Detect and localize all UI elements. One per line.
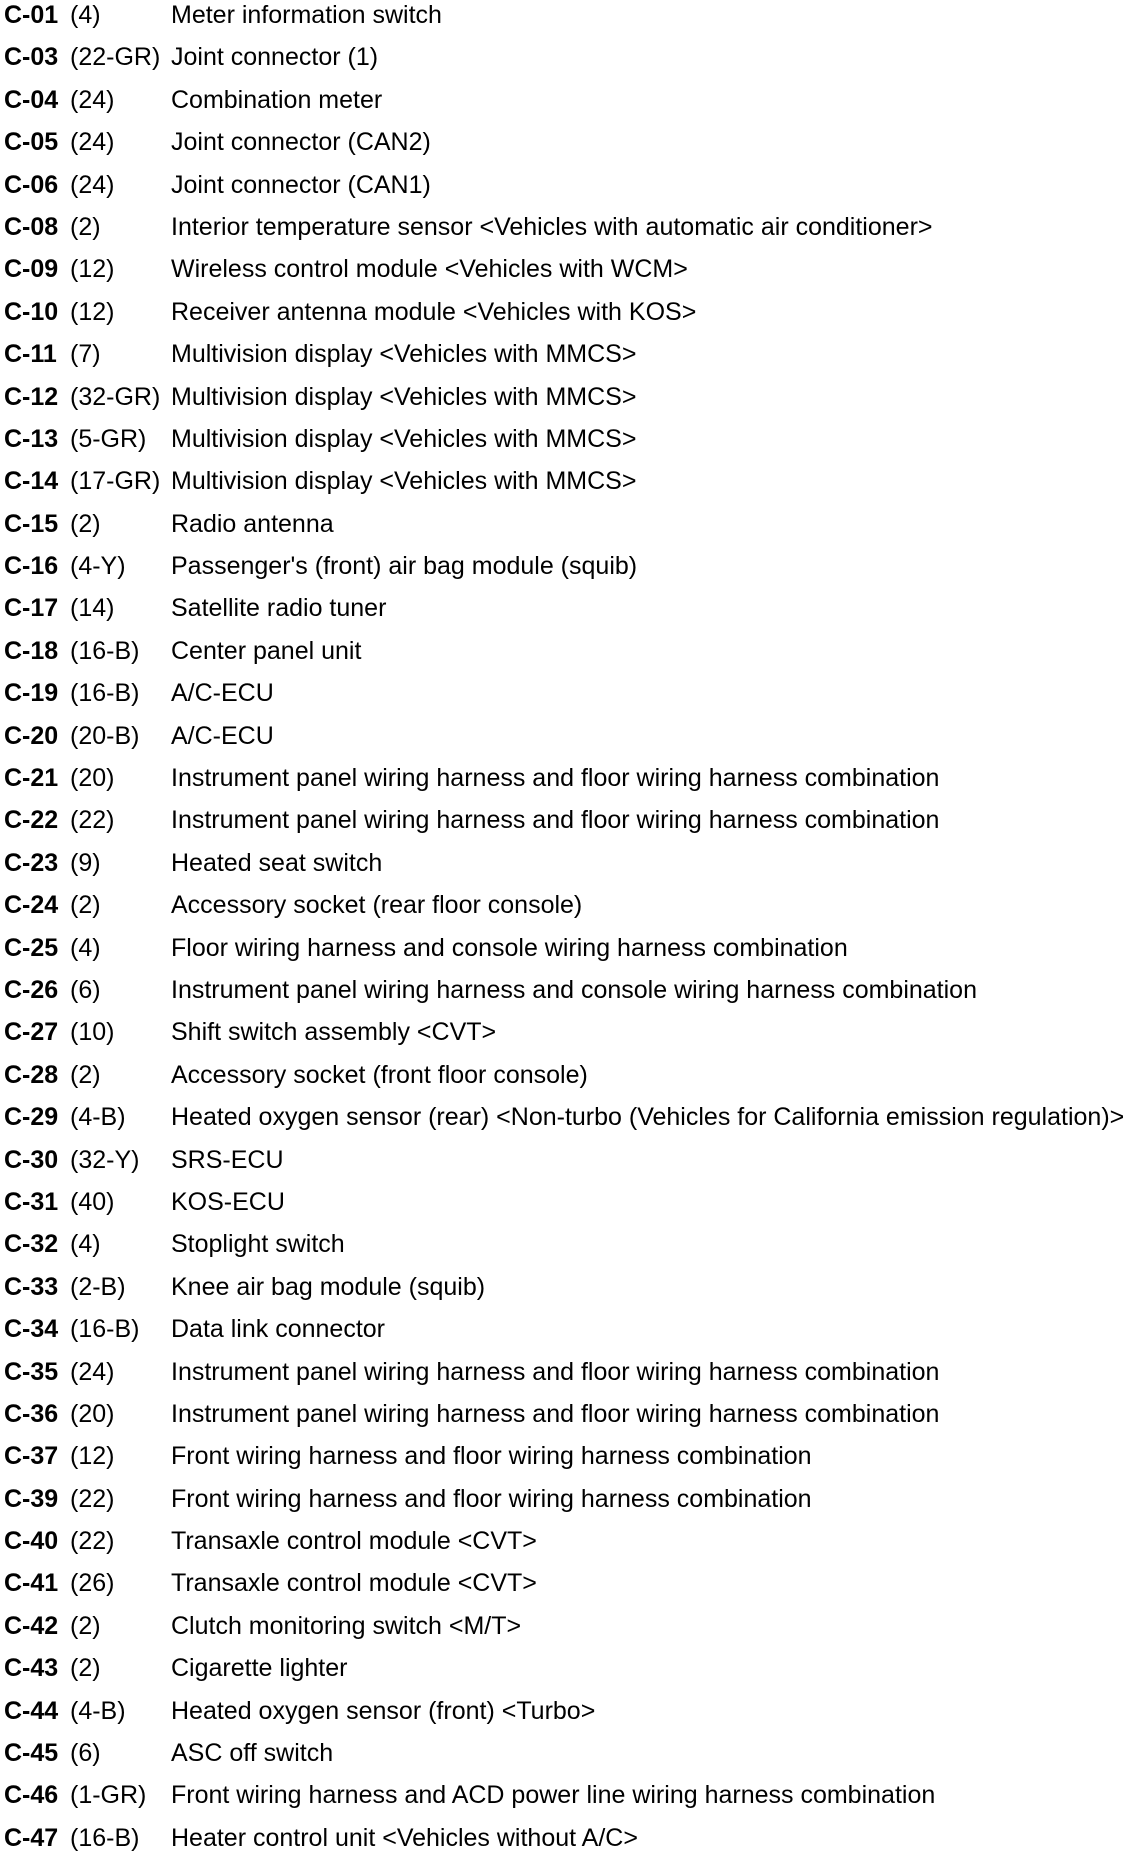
connector-pin-count: (24) [70, 1357, 115, 1386]
connector-row [0, 170, 1136, 212]
connector-description: Heater control unit <Vehicles without A/C> [171, 1823, 638, 1852]
connector-row [0, 1738, 1136, 1780]
connector-pin-count: (32-GR) [70, 382, 161, 411]
connector-pin-count: (20) [70, 1399, 115, 1428]
connector-description: Radio antenna [171, 509, 334, 538]
connector-code: C-20 [4, 721, 59, 750]
connector-row [0, 1187, 1136, 1229]
connector-row [0, 297, 1136, 339]
connector-row [0, 1272, 1136, 1314]
connector-pin-count: (6) [70, 975, 101, 1004]
connector-pin-count: (24) [70, 128, 115, 157]
connector-pin-count: (9) [70, 848, 101, 877]
connector-row [0, 805, 1136, 847]
connector-row [0, 763, 1136, 805]
connector-description: Passenger's (front) air bag module (squib) [171, 552, 638, 581]
connector-code: C-43 [4, 1654, 59, 1683]
connector-pin-count: (10) [70, 1018, 115, 1047]
connector-pin-count: (16-B) [70, 679, 140, 708]
connector-pin-count: (16-B) [70, 1823, 140, 1852]
connector-pin-count: (4-Y) [70, 552, 126, 581]
connector-pin-count: (14) [70, 594, 115, 623]
connector-code: C-31 [4, 1187, 59, 1216]
connector-pin-count: (16-B) [70, 1315, 140, 1344]
connector-row [0, 1145, 1136, 1187]
connector-description: Multivision display <Vehicles with MMCS> [171, 424, 637, 453]
connector-pin-count: (4) [70, 1, 101, 29]
connector-pin-count: (24) [70, 170, 115, 199]
connector-code: C-34 [4, 1315, 59, 1344]
connector-code: C-06 [4, 170, 59, 199]
connector-description: Cigarette lighter [171, 1654, 348, 1683]
connector-code: C-32 [4, 1230, 59, 1259]
connector-pin-count: (2) [70, 1060, 101, 1089]
connector-row [0, 1441, 1136, 1483]
connector-description: Wireless control module <Vehicles with WCM> [171, 255, 688, 284]
connector-code: C-45 [4, 1739, 59, 1768]
connector-code: C-44 [4, 1696, 59, 1725]
connector-description: Satellite radio tuner [171, 594, 387, 623]
connector-row [0, 1357, 1136, 1399]
connector-description: Instrument panel wiring harness and floor wiring harness combination [171, 1357, 940, 1386]
connector-row [0, 212, 1136, 254]
connector-row [0, 0, 1136, 42]
connector-row [0, 85, 1136, 127]
connector-row [0, 933, 1136, 975]
connector-description: Clutch monitoring switch <M/T> [171, 1611, 522, 1640]
connector-description: Data link connector [171, 1315, 386, 1344]
connector-description: Instrument panel wiring harness and floor wiring harness combination [171, 1399, 940, 1428]
connector-description: Multivision display <Vehicles with MMCS> [171, 467, 637, 496]
connector-pin-count: (12) [70, 1442, 115, 1471]
connector-code: C-24 [4, 891, 59, 920]
connector-code: C-23 [4, 848, 59, 877]
connector-pin-count: (16-B) [70, 636, 140, 665]
connector-code: C-36 [4, 1399, 59, 1428]
connector-row [0, 1653, 1136, 1695]
connector-code: C-25 [4, 933, 59, 962]
connector-description: Front wiring harness and ACD power line wiring harness combination [171, 1781, 936, 1810]
connector-row [0, 1823, 1136, 1865]
connector-row [0, 890, 1136, 932]
connector-row [0, 1780, 1136, 1822]
connector-code: C-21 [4, 764, 59, 793]
connector-description: Front wiring harness and floor wiring harness combination [171, 1442, 812, 1471]
connector-code: C-19 [4, 679, 59, 708]
connector-description: Front wiring harness and floor wiring harness combination [171, 1484, 812, 1513]
connector-code: C-26 [4, 975, 59, 1004]
connector-row [0, 424, 1136, 466]
connector-code: C-39 [4, 1484, 59, 1513]
connector-description: Center panel unit [171, 636, 362, 665]
connector-code: C-18 [4, 636, 59, 665]
connector-pin-count: (7) [70, 340, 101, 369]
connector-description: Combination meter [171, 85, 383, 114]
connector-row [0, 1060, 1136, 1102]
connector-code: C-29 [4, 1103, 59, 1132]
connector-description: A/C-ECU [171, 679, 274, 708]
connector-row [0, 1484, 1136, 1526]
connector-row [0, 678, 1136, 720]
connector-code: C-01 [4, 1, 59, 29]
connector-code: C-40 [4, 1527, 59, 1556]
connector-code: C-27 [4, 1018, 59, 1047]
connector-description: Knee air bag module (squib) [171, 1272, 486, 1301]
connector-description: Joint connector (CAN1) [171, 170, 431, 199]
connector-description: SRS-ECU [171, 1145, 284, 1174]
connector-pin-count: (32-Y) [70, 1145, 140, 1174]
connector-code: C-03 [4, 43, 59, 72]
connector-row [0, 1229, 1136, 1271]
connector-code: C-11 [4, 340, 57, 369]
connector-code: C-13 [4, 424, 59, 453]
connector-row [0, 382, 1136, 424]
connector-pin-count: (1-GR) [70, 1781, 147, 1810]
connector-code: C-16 [4, 552, 59, 581]
connector-pin-count: (22) [70, 1527, 115, 1556]
connector-description: Accessory socket (rear floor console) [171, 891, 583, 920]
connector-code: C-05 [4, 128, 59, 157]
connector-row [0, 466, 1136, 508]
connector-description: Transaxle control module <CVT> [171, 1527, 537, 1556]
connector-row [0, 551, 1136, 593]
connector-code: C-17 [4, 594, 59, 623]
connector-pin-count: (2) [70, 1654, 101, 1683]
connector-code: C-22 [4, 806, 59, 835]
connector-code: C-15 [4, 509, 59, 538]
connector-description: Heated oxygen sensor (rear) <Non-turbo (Vehicles for California emission regulation)> [171, 1103, 1125, 1132]
connector-row [0, 1314, 1136, 1356]
connector-code: C-33 [4, 1272, 59, 1301]
connector-code: C-35 [4, 1357, 59, 1386]
connector-description: Instrument panel wiring harness and floor wiring harness combination [171, 806, 940, 835]
connector-row [0, 1611, 1136, 1653]
connector-description: Joint connector (CAN2) [171, 128, 431, 157]
connector-pin-count: (17-GR) [70, 467, 161, 496]
connector-description: Multivision display <Vehicles with MMCS> [171, 340, 637, 369]
connector-row [0, 1696, 1136, 1738]
connector-description: Interior temperature sensor <Vehicles with automatic air conditioner> [171, 212, 933, 241]
connector-description: Heated oxygen sensor (front) <Turbo> [171, 1696, 596, 1725]
connector-pin-count: (22) [70, 1484, 115, 1513]
connector-pin-count: (4-B) [70, 1696, 126, 1725]
connector-pin-count: (4-B) [70, 1103, 126, 1132]
connector-pin-count: (40) [70, 1187, 115, 1216]
connector-pin-count: (4) [70, 933, 101, 962]
connector-pin-count: (5-GR) [70, 424, 147, 453]
connector-row [0, 1526, 1136, 1568]
connector-description: KOS-ECU [171, 1187, 285, 1216]
connector-code: C-46 [4, 1781, 59, 1810]
connector-pin-count: (20) [70, 764, 115, 793]
connector-description: Instrument panel wiring harness and floor wiring harness combination [171, 764, 940, 793]
connector-code: C-28 [4, 1060, 59, 1089]
connector-description: Heated seat switch [171, 848, 383, 877]
connector-pin-count: (2) [70, 1611, 101, 1640]
connector-description: Stoplight switch [171, 1230, 345, 1259]
connector-code: C-04 [4, 85, 59, 114]
connector-row [0, 1102, 1136, 1144]
connector-pin-count: (2) [70, 509, 101, 538]
connector-description: Meter information switch [171, 1, 442, 29]
connector-description: Instrument panel wiring harness and console wiring harness combination [171, 975, 977, 1004]
connector-row [0, 42, 1136, 84]
connector-code: C-37 [4, 1442, 59, 1471]
connector-code: C-12 [4, 382, 59, 411]
connector-pin-count: (20-B) [70, 721, 140, 750]
connector-code: C-08 [4, 212, 59, 241]
connector-code: C-42 [4, 1611, 59, 1640]
connector-row [0, 127, 1136, 169]
connector-description: Transaxle control module <CVT> [171, 1569, 537, 1598]
connector-pin-count: (2) [70, 891, 101, 920]
connector-description: Shift switch assembly <CVT> [171, 1018, 497, 1047]
connector-pin-count: (22-GR) [70, 43, 161, 72]
connector-description: Receiver antenna module <Vehicles with KOS> [171, 297, 697, 326]
connector-code: C-10 [4, 297, 59, 326]
connector-row [0, 339, 1136, 381]
connector-pin-count: (6) [70, 1739, 101, 1768]
connector-row [0, 721, 1136, 763]
connector-pin-count: (26) [70, 1569, 115, 1598]
connector-pin-count: (2-B) [70, 1272, 126, 1301]
connector-description: Floor wiring harness and console wiring harness combination [171, 933, 848, 962]
connector-code: C-47 [4, 1823, 59, 1852]
connector-pin-count: (12) [70, 255, 115, 284]
connector-pin-count: (2) [70, 212, 101, 241]
connector-row [0, 1399, 1136, 1441]
connector-description: Joint connector (1) [171, 43, 379, 72]
connector-row [0, 254, 1136, 296]
connector-row [0, 636, 1136, 678]
connector-row [0, 848, 1136, 890]
connector-description: A/C-ECU [171, 721, 274, 750]
connector-description: Multivision display <Vehicles with MMCS> [171, 382, 637, 411]
connector-pin-count: (24) [70, 85, 115, 114]
connector-pin-count: (4) [70, 1230, 101, 1259]
connector-row [0, 975, 1136, 1017]
connector-row [0, 593, 1136, 635]
connector-pin-count: (22) [70, 806, 115, 835]
connector-description: ASC off switch [171, 1739, 334, 1768]
connector-code: C-09 [4, 255, 59, 284]
connector-code: C-30 [4, 1145, 59, 1174]
connector-description: Accessory socket (front floor console) [171, 1060, 588, 1089]
connector-row [0, 509, 1136, 551]
connector-row [0, 1568, 1136, 1610]
connector-pin-count: (12) [70, 297, 115, 326]
connector-code: C-41 [4, 1569, 59, 1598]
connector-row [0, 1017, 1136, 1059]
connector-code: C-14 [4, 467, 59, 496]
